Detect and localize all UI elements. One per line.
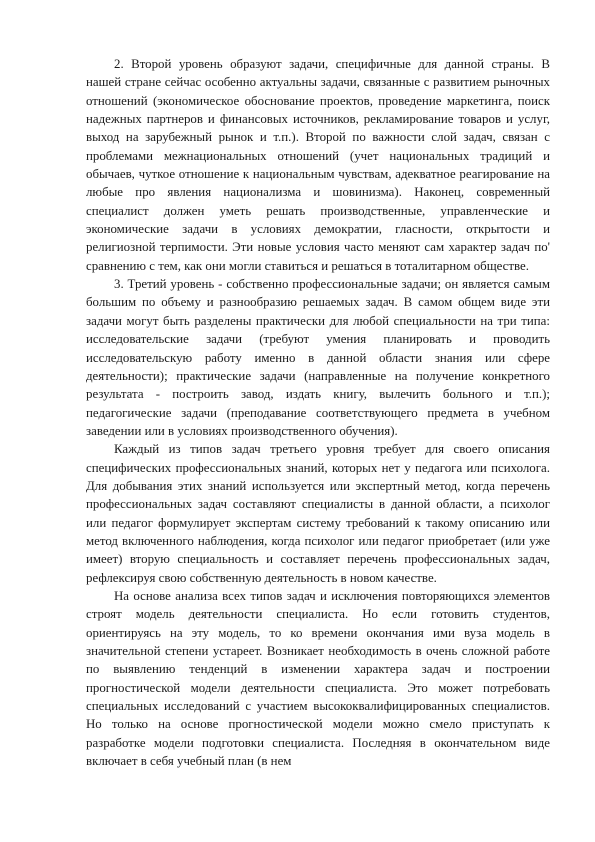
paragraph-second-level: 2. Второй уровень образуют задачи, специфичные для данной страны. В нашей стране сейчас особенно актуальны задачи, связанные с развитием рыночных отношений (экономическое обоснование проектов, проведение маркетинга, поиск надежных партнеров и финансовых источников, рекламирование товаров и услуг, выход на зарубежный рынок и т.п.). Второй по важности слой задач, связан с проблемами межнациональных отношений (учет национальных традиций и обычаев, чуткое отношение к национальным чувствам, адекватное реагирование на любые про явления национализма и шовинизма). Наконец, современный специалист должен уметь решать производственные, управленческие и экономические задачи в условиях демократии, гласности, открытости и религиозной терпимости. Эти новые условия часто меняют сам характер задач по' сравнению с тем, как они могли ставиться и решаться в тоталитарном обществе. [86,57,550,273]
document-page [86,55,550,770]
paragraph-task-types: Каждый из типов задач третьего уровня требует для своего описания специфических профессиональных знаний, которых нет у педагога или психолога. Для добывания этих знаний используется или экспертный метод, когда перечень профессиональных задач составляют специалисты в данной области, а психолог или педагог формулирует экспертам систему требований к такому описанию или метод включенного наблюдения, когда психолог или педагог приобретает (или уже имеет) вторую специальность и составляет перечень профессиональных задач, рефлексируя свою собственную деятельность в новом качестве. [86,442,550,585]
paragraph-specialist-model: На основе анализа всех типов задач и исключения повторяющихся элементов строят модель деятельности специалиста. Но если готовить студентов, ориентируясь на эту модель, то ко времени окончания ими вуза модель в значительной степени устареет. Возникает необходимость в очень сложной работе по выявлению тенденций в изменении характера задач и построении прогностической модели деятельности специалиста. Это может потребовать специальных исследований с участием высококвалифицированных специалистов. Но только на основе прогностической модели можно смело приступать к разработке модели подготовки специалиста. Последняя в окончательном виде включает в себя учебный план (в нем [86,588,550,769]
paragraph-third-level: 3. Третий уровень - собственно профессиональные задачи; он является самым большим по объему и разнообразию решаемых задач. В самом общем виде эти задачи могут быть разделены практически для любой специальности на три типа: исследовательские задачи (требуют умения планировать и проводить исследовательскую работу именно в данной области знания или сфере деятельности); практические задачи (направленные на получение конкретного результата - построить завод, издать книгу, вылечить больного и т.п.); педагогические задачи (преподавание соответствующего предмета в учебном заведении или в условиях производственного обучения). [86,277,550,438]
